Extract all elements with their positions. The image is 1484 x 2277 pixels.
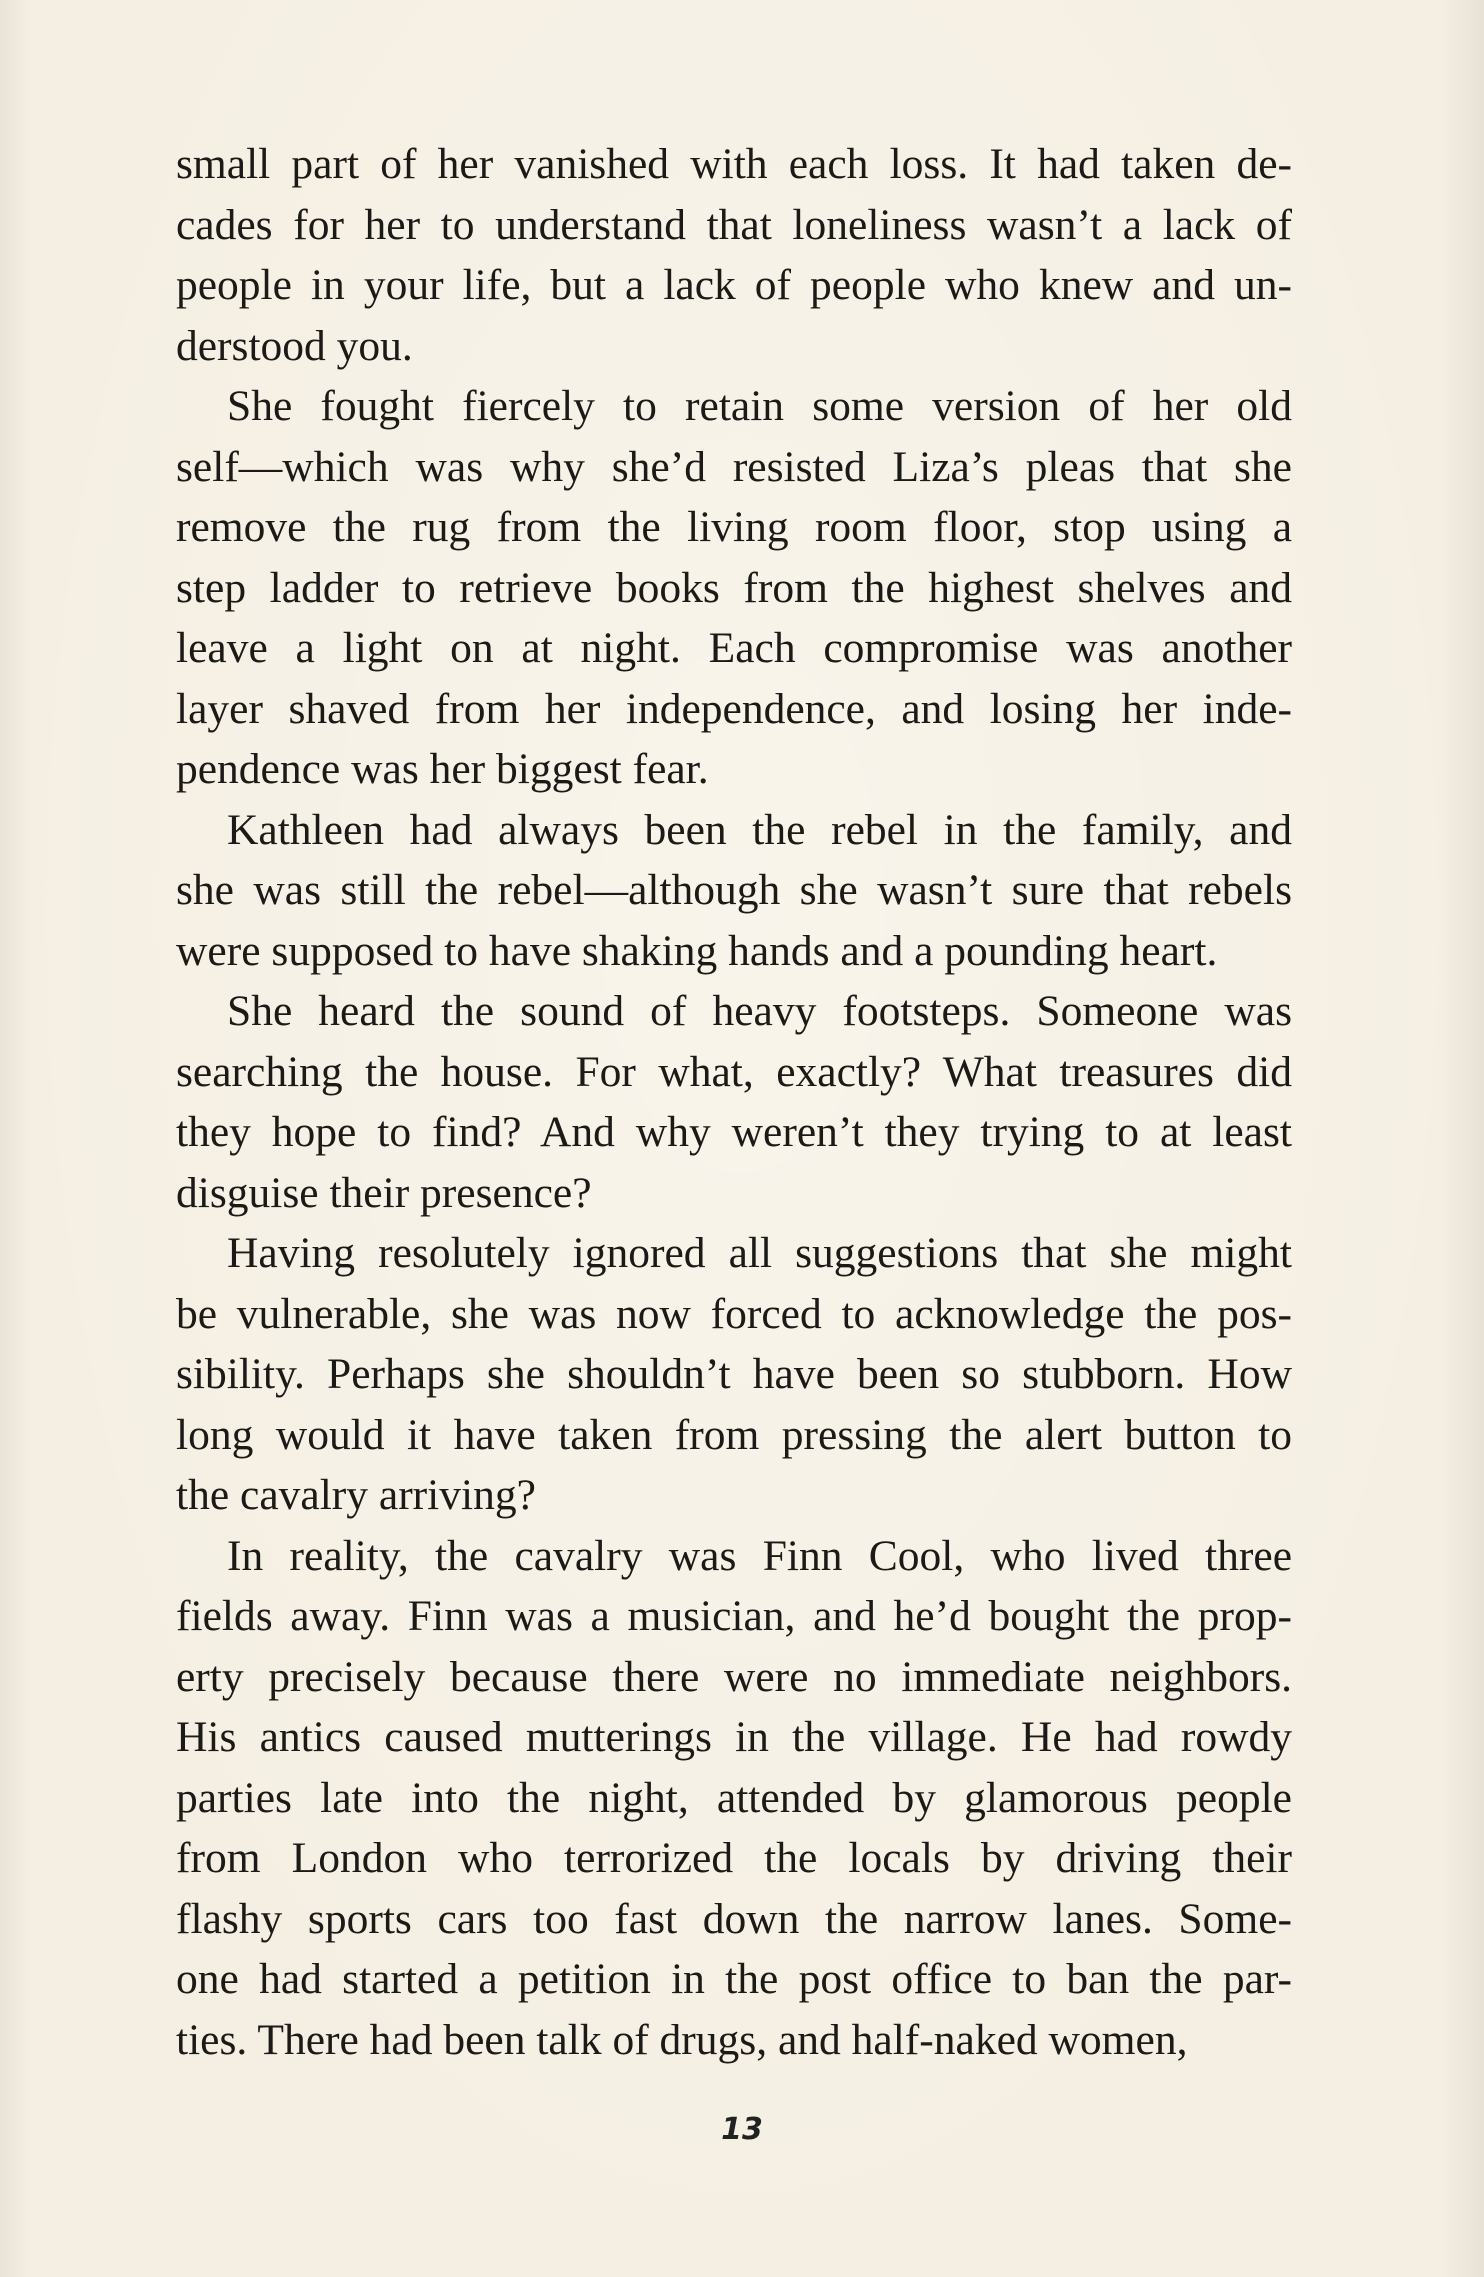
text-line: small part of her vanished with each loss. It had taken de- <box>176 140 1292 188</box>
text-line: self—which was why she’d resisted Liza’s pleas that she <box>176 442 1292 491</box>
body-text <box>176 134 1292 2070</box>
paragraph-4 <box>176 981 1292 1223</box>
text-line: searching the house. For what, exactly? What treasures did <box>176 1047 1292 1096</box>
text-line: disguise their presence? <box>176 1168 592 1217</box>
text-line: cades for her to understand that loneliness wasn’t a lack of <box>176 200 1292 249</box>
text-line: She heard the sound of heavy footsteps. Someone was <box>227 987 1292 1035</box>
text-line: the cavalry arriving? <box>176 1471 536 1519</box>
text-line: Having resolutely ignored all suggestions that she might <box>227 1229 1292 1277</box>
paragraph-5 <box>176 1223 1292 1526</box>
page-number: 13 <box>721 2112 763 2147</box>
text-line: His antics caused mutterings in the village. He had rowdy <box>176 1713 1292 1761</box>
paragraph-1 <box>176 134 1292 376</box>
text-line: Kathleen had always been the rebel in the family, and <box>227 805 1292 854</box>
text-line: pendence was her biggest fear. <box>176 745 709 793</box>
text-line: sibility. Perhaps she shouldn’t have been so stubborn. How <box>176 1350 1292 1398</box>
text-line: derstood you. <box>176 321 413 370</box>
text-line: parties late into the night, attended by glamorous people <box>176 1773 1292 1822</box>
text-line: one had started a petition in the post office to ban the par- <box>176 1955 1292 2003</box>
text-line: layer shaved from her independence, and losing her inde- <box>176 684 1292 733</box>
text-line: they hope to find? And why weren’t they trying to at least <box>176 1108 1292 1156</box>
text-line: remove the rug from the living room floor, stop using a <box>176 503 1292 551</box>
text-line: people in your life, but a lack of people who knew and un- <box>176 261 1292 309</box>
text-line: from London who terrorized the locals by driving their <box>176 1834 1292 1882</box>
text-line: erty precisely because there were no immediate neighbors. <box>176 1652 1292 1701</box>
paragraph-3 <box>176 800 1292 982</box>
text-line: fields away. Finn was a musician, and he’d bought the prop- <box>176 1592 1292 1640</box>
text-line: In reality, the cavalry was Finn Cool, who lived three <box>227 1531 1292 1580</box>
paragraph-2 <box>176 376 1292 800</box>
text-line: be vulnerable, she was now forced to acknowledge the pos- <box>176 1289 1292 1338</box>
text-line: were supposed to have shaking hands and a pounding heart. <box>176 926 1218 975</box>
text-line: flashy sports cars too fast down the narrow lanes. Some- <box>176 1894 1292 1943</box>
text-line: She fought fiercely to retain some version of her old <box>227 382 1292 430</box>
paragraph-6 <box>176 1526 1292 2071</box>
text-line: ties. There had been talk of drugs, and half-naked women, <box>176 2015 1188 2064</box>
text-line: she was still the rebel—although she wasn’t sure that rebels <box>176 866 1292 914</box>
text-line: leave a light on at night. Each compromise was another <box>176 624 1292 672</box>
text-line: step ladder to retrieve books from the highest shelves and <box>176 563 1292 612</box>
text-line: long would it have taken from pressing the alert button to <box>176 1410 1292 1459</box>
